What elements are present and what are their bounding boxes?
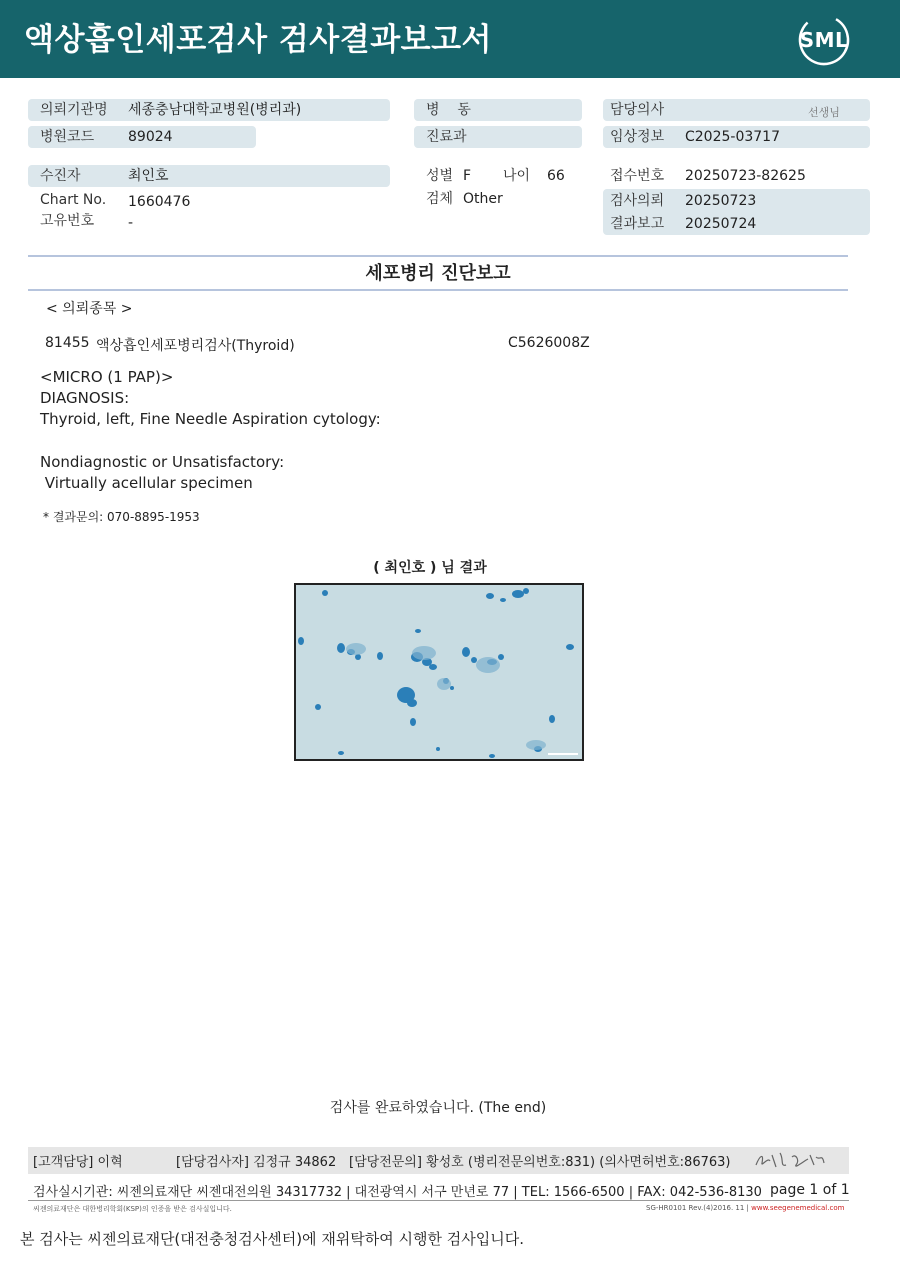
report-header bbox=[0, 0, 900, 78]
order-header: < 의뢰종목 > bbox=[46, 301, 133, 317]
chart-value: 1660476 bbox=[128, 194, 191, 210]
hospital-value: 세종충남대학교병원(병리과) bbox=[128, 102, 302, 118]
specimen-value: Other bbox=[463, 191, 503, 207]
footer-tech: [담당검사자] 김정규 34862 bbox=[176, 1155, 337, 1170]
specimen-label: 검체 bbox=[426, 191, 454, 207]
patient-value: 최인호 bbox=[128, 168, 169, 184]
report-title: 액상흡인세포검사 검사결과보고서 bbox=[24, 22, 492, 58]
cytology-micrograph bbox=[296, 585, 582, 759]
micro-line: <MICRO (1 PAP)> bbox=[40, 368, 174, 386]
patient-label: 수진자 bbox=[40, 168, 81, 184]
sml-logo bbox=[796, 12, 852, 68]
chart-label: Chart No. bbox=[40, 192, 107, 208]
footer-accreditation: 씨젠의료재단은 대한병리학회(KSP)의 인증을 받은 검사실입니다. bbox=[33, 1205, 232, 1213]
unique-value: - bbox=[128, 215, 134, 231]
clinical-value: C2025-03717 bbox=[685, 129, 780, 145]
age-value: 66 bbox=[547, 168, 565, 184]
sex-label: 성별 bbox=[426, 168, 454, 184]
unique-label: 고유번호 bbox=[40, 213, 95, 229]
report-label: 결과보고 bbox=[610, 216, 665, 232]
sex-value: F bbox=[463, 168, 472, 184]
report-value: 20250724 bbox=[685, 216, 757, 232]
contact-line: * 결과문의: 070-8895-1953 bbox=[43, 510, 200, 524]
cytology-image bbox=[294, 583, 584, 761]
doctor-suffix: 선생님 bbox=[808, 106, 840, 119]
order-code: 81455 bbox=[45, 335, 90, 351]
footer-form-code: SG-HR0101 Rev.(4)2016. 11 | bbox=[646, 1204, 752, 1212]
request-label: 검사의뢰 bbox=[610, 193, 665, 209]
footer-institution: 검사실시기관: 씨젠의료재단 씨젠대전의원 34317732 | 대전광역시 서구 만년로 77 | TEL: 1566-6500 | FAX: 042-536-8130 bbox=[33, 1185, 762, 1200]
code-value: 89024 bbox=[128, 129, 173, 145]
result-line: Nondiagnostic or Unsatisfactory: bbox=[40, 453, 285, 471]
section-rule-bottom bbox=[28, 289, 848, 291]
age-label: 나이 bbox=[503, 168, 531, 184]
site-line: Thyroid, left, Fine Needle Aspiration cytology: bbox=[40, 410, 381, 428]
receipt-label: 접수번호 bbox=[610, 168, 665, 184]
order-name: 액상흡인세포병리검사(Thyroid) bbox=[96, 338, 295, 354]
request-value: 20250723 bbox=[685, 193, 757, 209]
bottom-note: 본 검사는 씨젠의료재단(대전충청검사센터)에 재위탁하여 시행한 검사입니다. bbox=[20, 1230, 524, 1248]
code-label: 병원코드 bbox=[40, 129, 95, 145]
section-rule-top bbox=[28, 255, 848, 257]
doctor-signature bbox=[750, 1147, 830, 1173]
order-id: C5626008Z bbox=[508, 335, 590, 351]
doctor-label: 담당의사 bbox=[610, 102, 665, 118]
dept-label: 진료과 bbox=[426, 129, 467, 145]
hospital-label: 의뢰기관명 bbox=[40, 102, 108, 118]
section-title: 세포병리 진단보고 bbox=[365, 263, 511, 284]
detail-line: Virtually acellular specimen bbox=[40, 474, 253, 492]
end-text: 검사를 완료하였습니다. (The end) bbox=[329, 1100, 547, 1116]
receipt-value: 20250723-82625 bbox=[685, 168, 806, 184]
patient-row-bg bbox=[28, 165, 390, 187]
footer-contact: [고객담당] 이혁 bbox=[33, 1155, 123, 1170]
ward-label: 병 동 bbox=[426, 102, 471, 118]
image-caption: ( 최인호 ) 님 결과 bbox=[373, 560, 487, 576]
footer-expert: [담당전문의] 황성호 (병리전문의번호:831) (의사면허번호:86763) bbox=[349, 1155, 731, 1170]
clinical-label: 임상정보 bbox=[610, 129, 665, 145]
logo-text: SML bbox=[799, 28, 849, 52]
footer-website-link[interactable]: www.seegenemedical.com bbox=[751, 1204, 845, 1212]
diagnosis-line: DIAGNOSIS: bbox=[40, 389, 130, 407]
footer-form-id bbox=[646, 1204, 844, 1212]
page-number: page 1 of 1 bbox=[770, 1182, 850, 1198]
footer-rule bbox=[28, 1200, 849, 1201]
